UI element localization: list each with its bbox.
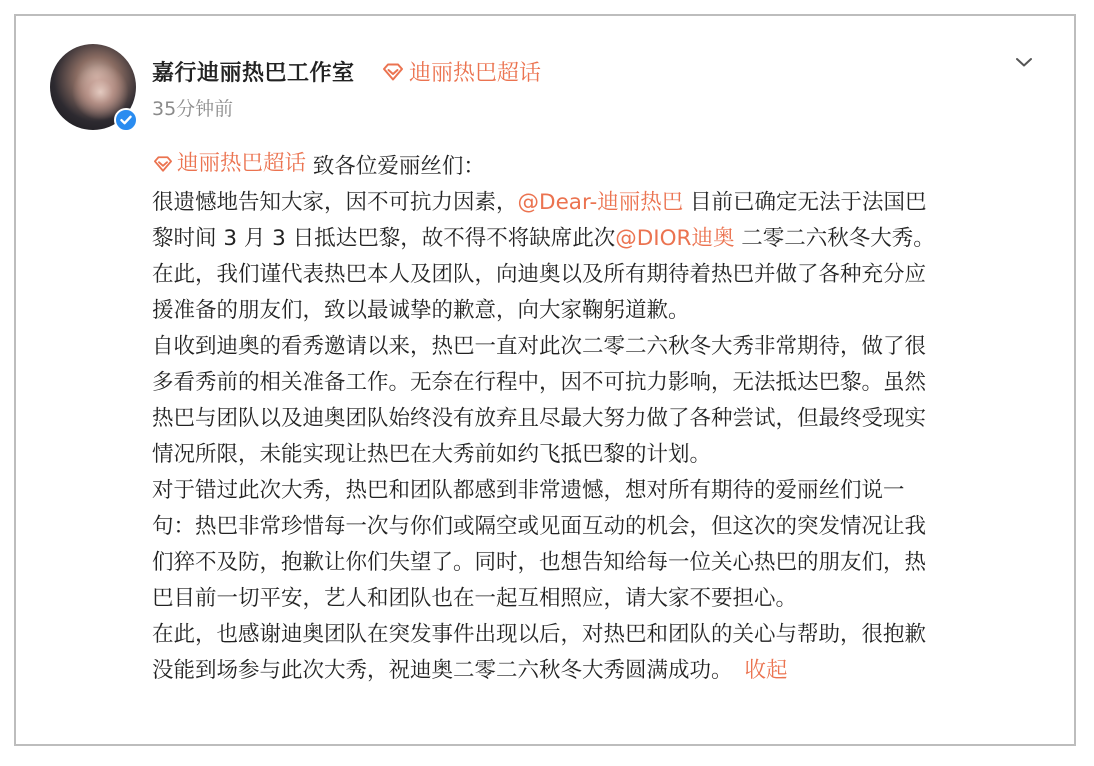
content-line: 援准备的朋友们，致以最诚挚的歉意，向大家鞠躬道歉。 (152, 298, 690, 323)
content-line: 句：热巴非常珍惜每一次与你们或隔空或见面互动的机会，但这次的突发情况让我 (152, 514, 927, 539)
mention-dilireba[interactable]: @Dear-迪丽热巴 (517, 190, 684, 215)
diamond-icon (152, 155, 174, 173)
weibo-post-card (14, 14, 1076, 746)
content-line (152, 185, 1052, 221)
content-text: 很遗憾地告知大家，因不可抗力因素， (152, 190, 518, 215)
author-name[interactable]: 嘉行迪丽热巴工作室 (152, 61, 355, 86)
content-line: 们猝不及防，抱歉让你们失望了。同时，也想告知给每一位关心热巴的朋友们，热 (152, 550, 927, 575)
content-line: 在此，我们谨代表热巴本人及团队，向迪奥以及所有期待着热巴并做了各种充分应 (152, 262, 927, 287)
post-time: 35分钟前 (152, 98, 234, 120)
super-topic-label: 迪丽热巴超话 (409, 61, 542, 86)
content-line: 巴目前一切平安，艺人和团队也在一起互相照应，请大家不要担心。 (152, 586, 798, 611)
content-line (152, 146, 1052, 185)
super-topic-link[interactable] (381, 56, 541, 87)
content-line (152, 653, 1052, 689)
content-line: 多看秀前的相关准备工作。无奈在行程中，因不可抗力影响，无法抵达巴黎。虽然 (152, 370, 927, 395)
content-line: 情况所限，未能实现让热巴在大秀前如约飞抵巴黎的计划。 (152, 442, 712, 467)
content-line: 热巴与团队以及迪奥团队始终没有放弃且尽最大努力做了各种尝试，但最终受现实 (152, 406, 927, 431)
collapse-link[interactable]: 收起 (744, 658, 788, 683)
verified-check-icon (114, 108, 138, 132)
content-line: 自收到迪奥的看秀邀请以来，热巴一直对此次二零二六秋冬大秀非常期待，做了很 (152, 334, 927, 359)
content-text: 没能到场参与此次大秀，祝迪奥二零二六秋冬大秀圆满成功。 (152, 658, 733, 683)
content-line: 对于错过此次大秀，热巴和团队都感到非常遗憾，想对所有期待的爱丽丝们说一 (152, 478, 905, 503)
greeting-text: 致各位爱丽丝们： (306, 154, 485, 179)
content-line: 在此，也感谢迪奥团队在突发事件出现以后，对热巴和团队的关心与帮助，很抱歉 (152, 622, 927, 647)
mention-dior[interactable]: @DIOR迪奥 (615, 226, 735, 251)
chevron-down-icon[interactable] (1012, 50, 1036, 74)
inline-super-topic-link[interactable] (152, 146, 306, 182)
content-line (152, 221, 1052, 257)
post-content (152, 146, 1052, 689)
content-text: 二零二六秋冬大秀。 (734, 226, 935, 251)
inline-topic-label: 迪丽热巴超话 (177, 151, 307, 176)
content-text: 黎时间 3 月 3 日抵达巴黎，故不得不将缺席此次 (152, 226, 616, 251)
diamond-icon (381, 62, 405, 82)
content-text: 目前已确定无法于法国巴 (683, 190, 927, 215)
